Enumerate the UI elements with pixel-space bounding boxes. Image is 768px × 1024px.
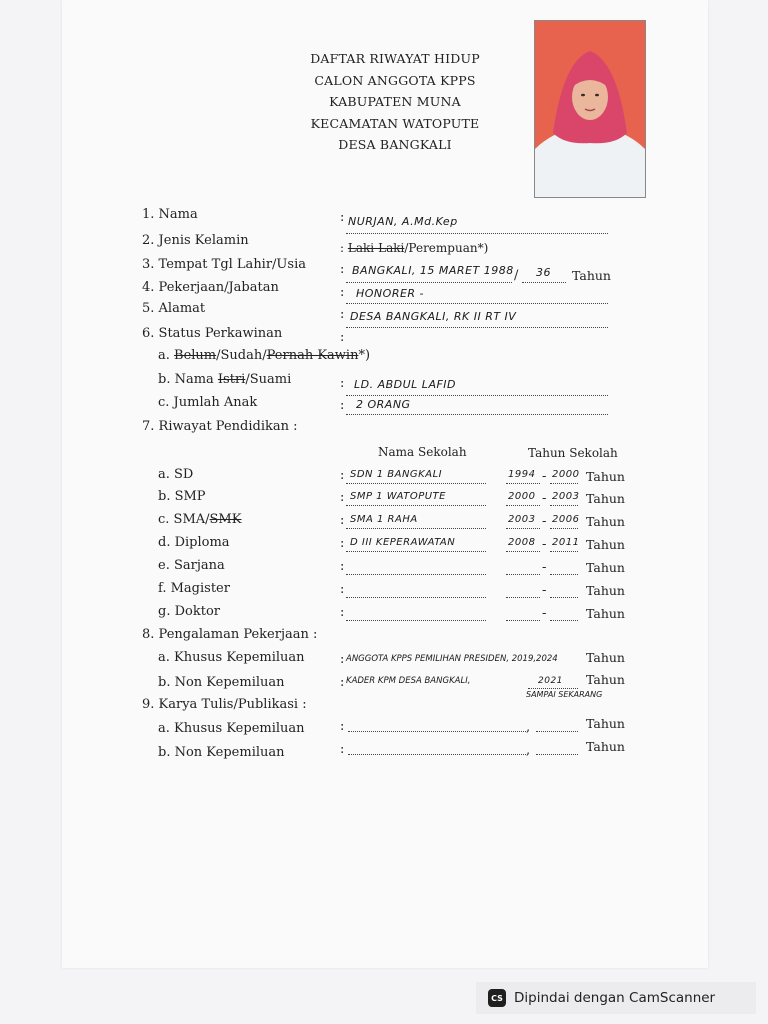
status-a: a. Belum/Sudah/Pernah Kawin*): [158, 348, 371, 363]
tahun-unit: Tahun: [586, 739, 625, 754]
value-non-kepemiluan: KADER KPM DESA BANGKALI,: [346, 676, 471, 686]
dotted-line: [346, 505, 486, 506]
label-pengalaman: 8. Pengalaman Pekerjaan :: [142, 627, 318, 642]
colon: :: [340, 262, 345, 277]
education-year-to: 2011: [552, 537, 580, 548]
dotted-line: [346, 414, 608, 415]
dotted-line: [506, 620, 540, 621]
header-title: DAFTAR RIWAYAT HIDUP: [310, 51, 480, 66]
tahun-unit: Tahun: [586, 716, 625, 731]
dotted-line: [550, 574, 578, 575]
label-karya-khusus: a. Khusus Kepemiluan: [158, 721, 305, 736]
label-status: 6. Status Perkawinan: [142, 326, 283, 341]
selected-option: /Perempuan*): [404, 241, 489, 255]
education-level-text: g. Doktor: [158, 604, 220, 619]
struck-option: Laki-Laki: [347, 241, 405, 255]
tahun-unit: Tahun: [586, 672, 625, 687]
colon: :: [340, 307, 345, 322]
colon: :: [340, 376, 345, 391]
colon: :: [340, 210, 345, 225]
tahun-unit: Tahun: [586, 514, 625, 529]
separator: ,: [526, 743, 531, 758]
colon: :: [340, 559, 345, 574]
education-level-label: [158, 558, 225, 573]
colon: :: [340, 582, 345, 597]
education-year-to: 2003: [552, 491, 580, 502]
value-suami: LD. ABDUL LAFID: [354, 378, 457, 391]
year-dash: -: [542, 537, 547, 552]
education-school: D III KEPERAWATAN: [350, 537, 456, 548]
year-dash: -: [542, 560, 547, 575]
separator: /: [514, 268, 519, 283]
value-nama: NURJAN, A.Md.Kep: [348, 215, 458, 228]
header-kabupaten: KABUPATEN MUNA: [329, 94, 461, 109]
dotted-line: [346, 233, 608, 234]
tahun-unit: Tahun: [586, 537, 625, 552]
dotted-line: [348, 754, 526, 755]
value-khusus-kepemiluan: ANGGOTA KPPS PEMILIHAN PRESIDEN, 2019,2024: [346, 654, 558, 664]
dotted-line: [346, 282, 512, 283]
label-tempat-lahir: 3. Tempat Tgl Lahir/Usia: [142, 257, 306, 272]
colon: :: [340, 742, 345, 757]
label-non-kepemiluan: b. Non Kepemiluan: [158, 675, 285, 690]
dotted-line: [346, 395, 608, 396]
label-jenis-kelamin: 2. Jenis Kelamin: [142, 233, 249, 248]
dotted-line: [346, 303, 608, 304]
dotted-line: [506, 597, 540, 598]
education-level-label: [158, 581, 230, 596]
education-year-from: 2008: [508, 537, 536, 548]
dotted-line: [346, 597, 486, 598]
education-school: SMA 1 RAHA: [350, 514, 418, 525]
value-usia: 36: [536, 266, 551, 279]
label-karya-tulis: 9. Karya Tulis/Publikasi :: [142, 697, 307, 712]
colon: :: [340, 285, 345, 300]
label-khusus-kepemiluan: a. Khusus Kepemiluan: [158, 650, 305, 665]
dotted-line: [506, 505, 540, 506]
education-year-from: 2003: [508, 514, 536, 525]
dotted-line: [346, 620, 486, 621]
education-level-label: [158, 604, 220, 619]
dotted-line: [536, 754, 578, 755]
header-subtitle: CALON ANGGOTA KPPS: [314, 72, 476, 88]
dotted-line: [528, 688, 578, 689]
label-riwayat-pendidikan: 7. Riwayat Pendidikan :: [142, 419, 298, 434]
dotted-line: [550, 528, 578, 529]
education-level-text: e. Sarjana: [158, 558, 225, 573]
dotted-line: [346, 528, 486, 529]
colon: :: [340, 330, 345, 345]
year-dash: -: [542, 469, 547, 484]
dotted-line: [550, 620, 578, 621]
education-level-text: d. Diploma: [158, 535, 230, 550]
header-kecamatan: KECAMATAN WATOPUTE: [310, 115, 480, 131]
value-alamat: DESA BANGKALI, RK II RT IV: [350, 310, 517, 323]
colon: :: [340, 675, 345, 690]
education-year-to: 2000: [552, 469, 580, 480]
dotted-line: [506, 551, 540, 552]
col-nama-sekolah: Nama Sekolah: [378, 445, 467, 459]
education-level-struck: SMK: [209, 512, 242, 527]
dotted-line: [550, 505, 578, 506]
dotted-line: [522, 282, 566, 283]
education-level-text: c. SMA/: [158, 512, 210, 527]
year-dash: -: [542, 491, 547, 506]
colon: :: [340, 719, 345, 734]
dotted-line: [550, 483, 578, 484]
value-jumlah-anak: 2 ORANG: [356, 398, 411, 411]
colon: :: [340, 605, 345, 620]
colon: :: [340, 652, 345, 667]
value-sampai-sekarang: SAMPAI SEKARANG: [526, 690, 603, 699]
tahun-unit: Tahun: [586, 469, 625, 484]
education-level-label: [158, 535, 230, 550]
tahun-unit: Tahun: [586, 606, 625, 621]
label-alamat: 5. Alamat: [142, 301, 206, 316]
dotted-line: [536, 731, 578, 732]
camscanner-logo-icon: CS: [488, 989, 506, 1007]
education-level-text: a. SD: [158, 467, 194, 482]
dotted-line: [506, 483, 540, 484]
dotted-line: [348, 731, 526, 732]
value-non-kepemiluan-year: 2021: [538, 676, 563, 686]
year-dash: -: [542, 606, 547, 621]
separator: ,: [526, 720, 531, 735]
year-dash: -: [542, 514, 547, 529]
colon: :: [340, 398, 345, 413]
tahun-unit: Tahun: [586, 583, 625, 598]
colon: :: [340, 513, 345, 528]
dotted-line: [550, 551, 578, 552]
education-school: SDN 1 BANGKALI: [350, 469, 443, 480]
label-jumlah-anak: c. Jumlah Anak: [158, 395, 258, 410]
label-pekerjaan: 4. Pekerjaan/Jabatan: [142, 280, 279, 295]
label-karya-non: b. Non Kepemiluan: [158, 745, 285, 760]
colon: :: [340, 490, 345, 505]
dotted-line: [550, 597, 578, 598]
label-nama: 1. Nama: [142, 207, 198, 222]
education-level-label: [158, 467, 193, 482]
tahun-unit: Tahun: [586, 560, 625, 575]
dotted-line: [346, 327, 608, 328]
colon: :: [340, 536, 345, 551]
dotted-line: [346, 574, 486, 575]
col-tahun-sekolah: Tahun Sekolah: [528, 446, 618, 460]
tahun-unit: Tahun: [586, 491, 625, 506]
education-level-text: f. Magister: [158, 581, 230, 596]
colon: :: [340, 468, 345, 483]
education-year-from: 2000: [508, 491, 536, 502]
dotted-line: [346, 551, 486, 552]
education-school: SMP 1 WATOPUTE: [350, 491, 446, 502]
tahun-unit: Tahun: [572, 268, 611, 283]
education-year-from: 1994: [508, 469, 536, 480]
value-pekerjaan: HONORER -: [356, 287, 425, 300]
dotted-line: [346, 483, 486, 484]
value-jenis-kelamin: : Laki-Laki/Perempuan*): [340, 241, 489, 255]
dotted-line: [506, 528, 540, 529]
value-tempat-lahir: BANGKALI, 15 MARET 1988: [352, 264, 514, 277]
education-year-to: 2006: [552, 514, 580, 525]
status-b: b. Nama Istri/Suami: [158, 372, 292, 387]
year-dash: -: [542, 583, 547, 598]
tahun-unit: Tahun: [586, 650, 625, 665]
watermark-text: Dipindai dengan CamScanner: [514, 990, 716, 1006]
education-level-label: [158, 489, 206, 504]
education-level-text: b. SMP: [158, 489, 206, 504]
education-level-label: [158, 512, 241, 527]
dotted-line: [506, 574, 540, 575]
header-desa: DESA BANGKALI: [338, 137, 452, 152]
camscanner-watermark: [476, 982, 756, 1014]
